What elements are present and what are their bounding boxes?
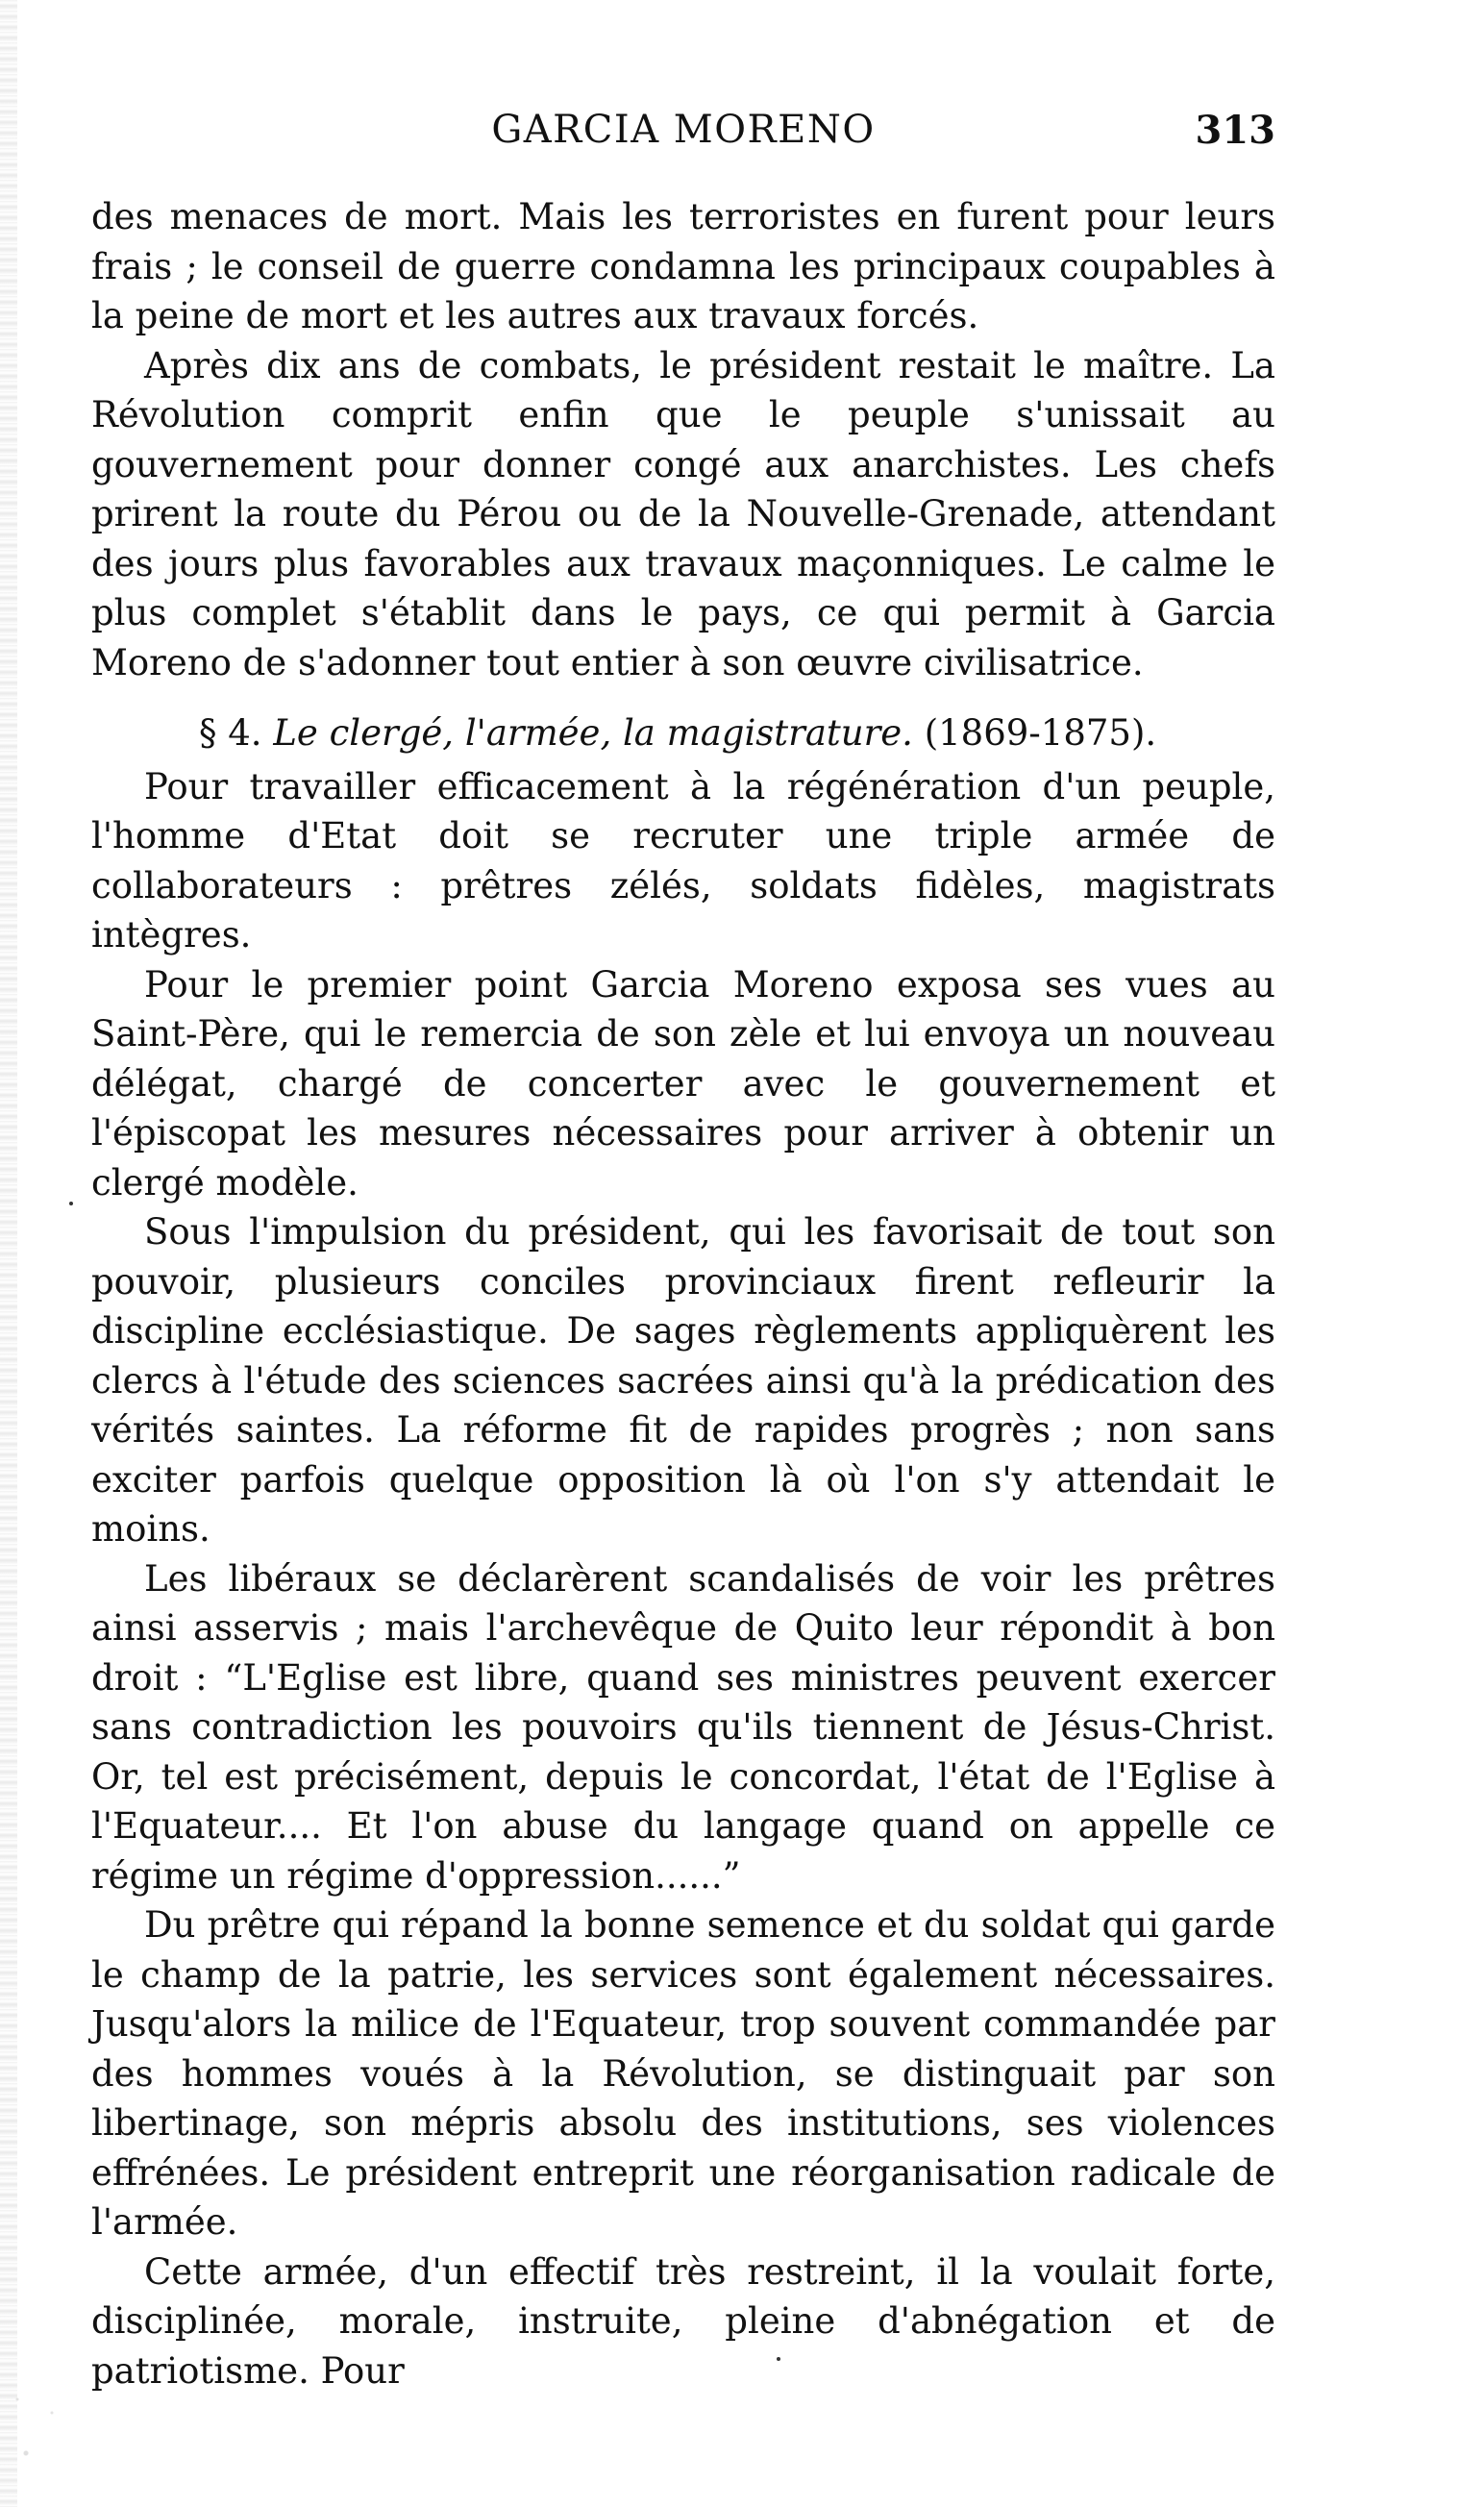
paragraph: Après dix ans de combats, le président restait le maître. La Révolution comprit enfin que le peuple s'unissait au gouvernement pour donner congé aux anarchistes. Les chefs prirent la route du Pérou ou de la Nouvelle-Grenade, attendant des jours plus favorables aux travaux maçonniques. Le calme le plus complet s'établit dans le pays, ce qui permit à Garcia Moreno de s'adonner tout entier à son œuvre civilisatrice. (91, 344, 1275, 683)
paragraph: Sous l'impulsion du président, qui les favorisait de tout son pouvoir, plusieurs conciles provinciaux firent refleurir la discipline ecclésiastique. De sages règlements appliquèrent les clercs à l'étude des sciences sacrées ainsi qu'à la prédication des vérités saintes. La réforme fit de rapides progrès ; non sans exciter parfois quelque opposition là où l'on s'y attendait le moins. (91, 1211, 1275, 1550)
section-dates: (1869-1875). (924, 712, 1157, 754)
section-heading (91, 708, 1275, 758)
paragraph: Du prêtre qui répand la bonne semence et du soldat qui garde le champ de la patrie, les services sont également nécessaires. Jusqu'alors la milice de l'Equateur, trop souvent commandée par des hommes voués à la Révolution, se distinguait par son libertinage, son mépris absolu des institutions, ses violences effrénées. Le président entreprit une réorganisation radicale de l'armée. (91, 1904, 1275, 2243)
paragraph: Cette armée, d'un effectif très restreint, il la voulait forte, disciplinée, morale, instruite, pleine d'abnégation et de patriotisme. Pour (91, 2250, 1275, 2392)
scan-edge-noise (0, 0, 17, 2507)
ink-speck (69, 1202, 73, 1205)
section-title: Le clergé, l'armée, la magistrature. (273, 712, 913, 754)
ink-speck (777, 2357, 780, 2361)
paragraph: Les libéraux se déclarèrent scandalisés de voir les prêtres ainsi asservis ; mais l'archevêque de Quito leur répondit à bon droit : “L'Eglise est libre, quand ses ministres peuvent exercer sans contradiction les pouvoirs qu'ils tiennent de Jésus-Christ. Or, tel est précisément, depuis le concordat, l'état de l'Eglise à l'Equateur.... Et l'on abuse du langage quand on appelle ce régime un régime d'oppression......” (91, 1557, 1275, 1897)
paragraph: Pour le premier point Garcia Moreno exposa ses vues au Saint-Père, qui le remercia de son zèle et lui envoya un nouveau délégat, chargé de concerter avec le gouvernement et l'épiscopat les mesures nécessaires pour arriver à obtenir un clergé modèle. (91, 963, 1275, 1204)
page-body (91, 192, 1275, 2395)
paragraph: Pour travailler efficacement à la régénération d'un peuple, l'homme d'Etat doit se recruter une triple armée de collaborateurs : prêtres zélés, soldats fidèles, magistrats intègres. (91, 765, 1275, 956)
scan-specks (0, 2372, 87, 2507)
page-header (91, 108, 1275, 165)
paragraph-continuation: des menaces de mort. Mais les terroristes en furent pour leurs frais ; le conseil de guerre condamna les principaux coupables à la peine de mort et les autres aux travaux forcés. (91, 196, 1275, 336)
page-number: 313 (1195, 108, 1275, 153)
section-mark: § 4. (199, 712, 262, 754)
running-head: GARCIA MORENO (491, 108, 876, 152)
